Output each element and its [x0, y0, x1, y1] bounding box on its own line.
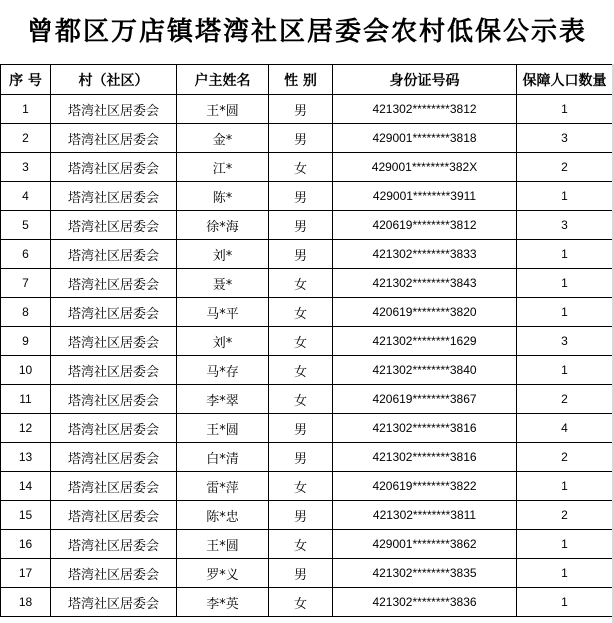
cell-no[interactable]: 14 — [1, 472, 51, 501]
header-row — [1, 65, 613, 95]
cell-householder[interactable]: 金* — [177, 124, 269, 153]
cell-gender[interactable]: 女 — [269, 530, 333, 559]
cell-no[interactable]: 17 — [1, 559, 51, 588]
cell-id-number[interactable]: 429001********3862 — [333, 530, 517, 559]
cell-no[interactable]: 11 — [1, 385, 51, 414]
cell-count[interactable]: 1 — [517, 95, 613, 124]
table-row — [1, 501, 613, 530]
header-cell-name[interactable]: 户主姓名 — [177, 65, 269, 95]
cell-householder[interactable]: 白*清 — [177, 443, 269, 472]
cell-householder[interactable]: 聂* — [177, 269, 269, 298]
table-row — [1, 211, 613, 240]
cell-gender[interactable]: 男 — [269, 501, 333, 530]
cell-householder[interactable]: 刘* — [177, 240, 269, 269]
cell-no[interactable]: 9 — [1, 327, 51, 356]
cell-village[interactable]: 塔湾社区居委会 — [51, 124, 177, 153]
table-row — [1, 327, 613, 356]
cell-village[interactable]: 塔湾社区居委会 — [51, 211, 177, 240]
table-row — [1, 298, 613, 327]
cell-village[interactable]: 塔湾社区居委会 — [51, 385, 177, 414]
cell-count[interactable]: 4 — [517, 414, 613, 443]
cell-gender[interactable]: 女 — [269, 588, 333, 617]
table-row — [1, 182, 613, 211]
cell-village[interactable]: 塔湾社区居委会 — [51, 269, 177, 298]
cell-gender[interactable]: 女 — [269, 472, 333, 501]
cell-id-number[interactable]: 420619********3822 — [333, 472, 517, 501]
cell-village[interactable]: 塔湾社区居委会 — [51, 95, 177, 124]
table-row — [1, 95, 613, 124]
cell-village[interactable]: 塔湾社区居委会 — [51, 501, 177, 530]
cell-id-number[interactable]: 429001********3818 — [333, 124, 517, 153]
cell-no[interactable]: 5 — [1, 211, 51, 240]
cell-no[interactable]: 3 — [1, 153, 51, 182]
cell-id-number[interactable]: 421302********3835 — [333, 559, 517, 588]
cell-count[interactable]: 2 — [517, 443, 613, 472]
cell-count[interactable]: 1 — [517, 269, 613, 298]
cell-count[interactable]: 1 — [517, 182, 613, 211]
cell-count[interactable]: 3 — [517, 327, 613, 356]
cell-id-number[interactable]: 421302********3843 — [333, 269, 517, 298]
cell-no[interactable]: 16 — [1, 530, 51, 559]
cell-gender[interactable]: 男 — [269, 443, 333, 472]
table-row — [1, 124, 613, 153]
header-cell-no[interactable]: 序 号 — [1, 65, 51, 95]
cell-gender[interactable]: 男 — [269, 182, 333, 211]
cell-village[interactable]: 塔湾社区居委会 — [51, 298, 177, 327]
cell-gender[interactable]: 女 — [269, 269, 333, 298]
cell-gender[interactable]: 男 — [269, 559, 333, 588]
cell-count[interactable]: 1 — [517, 559, 613, 588]
cell-count[interactable]: 1 — [517, 298, 613, 327]
header-cell-id[interactable]: 身份证号码 — [333, 65, 517, 95]
cell-village[interactable]: 塔湾社区居委会 — [51, 472, 177, 501]
cell-id-number[interactable]: 421302********3816 — [333, 443, 517, 472]
cell-householder[interactable]: 雷*萍 — [177, 472, 269, 501]
cell-householder[interactable]: 陈* — [177, 182, 269, 211]
cell-householder[interactable]: 马*平 — [177, 298, 269, 327]
cell-village[interactable]: 塔湾社区居委会 — [51, 559, 177, 588]
cell-householder[interactable]: 徐*海 — [177, 211, 269, 240]
cell-id-number[interactable]: 420619********3812 — [333, 211, 517, 240]
welfare-table — [0, 64, 613, 617]
cell-gender[interactable]: 女 — [269, 153, 333, 182]
cell-householder[interactable]: 刘* — [177, 327, 269, 356]
cell-count[interactable]: 1 — [517, 472, 613, 501]
table-row — [1, 153, 613, 182]
table-row — [1, 530, 613, 559]
cell-gender[interactable]: 女 — [269, 385, 333, 414]
cell-id-number[interactable]: 421302********3816 — [333, 414, 517, 443]
cell-no[interactable]: 13 — [1, 443, 51, 472]
cell-village[interactable]: 塔湾社区居委会 — [51, 240, 177, 269]
table-row — [1, 559, 613, 588]
cell-gender[interactable]: 男 — [269, 414, 333, 443]
table-row — [1, 443, 613, 472]
cell-householder[interactable]: 王*圆 — [177, 95, 269, 124]
cell-id-number[interactable]: 420619********3867 — [333, 385, 517, 414]
cell-village[interactable]: 塔湾社区居委会 — [51, 356, 177, 385]
cell-no[interactable]: 6 — [1, 240, 51, 269]
cell-gender[interactable]: 女 — [269, 327, 333, 356]
cell-gender[interactable]: 男 — [269, 124, 333, 153]
cell-no[interactable]: 8 — [1, 298, 51, 327]
cell-no[interactable]: 15 — [1, 501, 51, 530]
cell-householder[interactable]: 陈*忠 — [177, 501, 269, 530]
table-row — [1, 588, 613, 617]
table-row — [1, 269, 613, 298]
cell-count[interactable]: 3 — [517, 124, 613, 153]
table-row — [1, 472, 613, 501]
cell-householder[interactable]: 李*翠 — [177, 385, 269, 414]
cell-gender[interactable]: 女 — [269, 356, 333, 385]
cell-no[interactable]: 18 — [1, 588, 51, 617]
cell-id-number[interactable]: 421302********3833 — [333, 240, 517, 269]
table-row — [1, 385, 613, 414]
cell-id-number[interactable]: 421302********3836 — [333, 588, 517, 617]
cell-householder[interactable]: 王*圆 — [177, 530, 269, 559]
cell-householder[interactable]: 李*英 — [177, 588, 269, 617]
table-row — [1, 356, 613, 385]
cell-no[interactable]: 1 — [1, 95, 51, 124]
cell-id-number[interactable]: 421302********3840 — [333, 356, 517, 385]
cell-id-number[interactable]: 421302********1629 — [333, 327, 517, 356]
header-cell-gender[interactable]: 性 别 — [269, 65, 333, 95]
cell-count[interactable]: 2 — [517, 385, 613, 414]
table-row — [1, 240, 613, 269]
cell-count[interactable]: 1 — [517, 588, 613, 617]
cell-village[interactable]: 塔湾社区居委会 — [51, 182, 177, 211]
cell-village[interactable]: 塔湾社区居委会 — [51, 327, 177, 356]
cell-id-number[interactable]: 429001********382X — [333, 153, 517, 182]
cell-count[interactable]: 1 — [517, 240, 613, 269]
cell-count[interactable]: 1 — [517, 356, 613, 385]
cell-no[interactable]: 12 — [1, 414, 51, 443]
cell-gender[interactable]: 男 — [269, 95, 333, 124]
cell-no[interactable]: 10 — [1, 356, 51, 385]
cell-householder[interactable]: 马*存 — [177, 356, 269, 385]
cell-id-number[interactable]: 421302********3812 — [333, 95, 517, 124]
header-cell-village[interactable]: 村（社区） — [51, 65, 177, 95]
page-title: 曾都区万店镇塔湾社区居委会农村低保公示表 — [26, 17, 587, 47]
cell-count[interactable]: 2 — [517, 153, 613, 182]
cell-gender[interactable]: 男 — [269, 211, 333, 240]
cell-no[interactable]: 7 — [1, 269, 51, 298]
cell-village[interactable]: 塔湾社区居委会 — [51, 443, 177, 472]
cell-village[interactable]: 塔湾社区居委会 — [51, 588, 177, 617]
cell-count[interactable]: 3 — [517, 211, 613, 240]
cell-village[interactable]: 塔湾社区居委会 — [51, 153, 177, 182]
cell-count[interactable]: 2 — [517, 501, 613, 530]
cell-village[interactable]: 塔湾社区居委会 — [51, 530, 177, 559]
table-row — [1, 414, 613, 443]
cell-village[interactable]: 塔湾社区居委会 — [51, 414, 177, 443]
header-cell-count[interactable]: 保障人口数量 — [517, 65, 613, 95]
cell-gender[interactable]: 男 — [269, 240, 333, 269]
cell-id-number[interactable]: 429001********3911 — [333, 182, 517, 211]
cell-no[interactable]: 4 — [1, 182, 51, 211]
cell-householder[interactable]: 江* — [177, 153, 269, 182]
cell-householder[interactable]: 罗*义 — [177, 559, 269, 588]
cell-gender[interactable]: 女 — [269, 298, 333, 327]
cell-householder[interactable]: 王*圆 — [177, 414, 269, 443]
cell-id-number[interactable]: 420619********3820 — [333, 298, 517, 327]
cell-count[interactable]: 1 — [517, 530, 613, 559]
cell-no[interactable]: 2 — [1, 124, 51, 153]
cell-id-number[interactable]: 421302********3811 — [333, 501, 517, 530]
